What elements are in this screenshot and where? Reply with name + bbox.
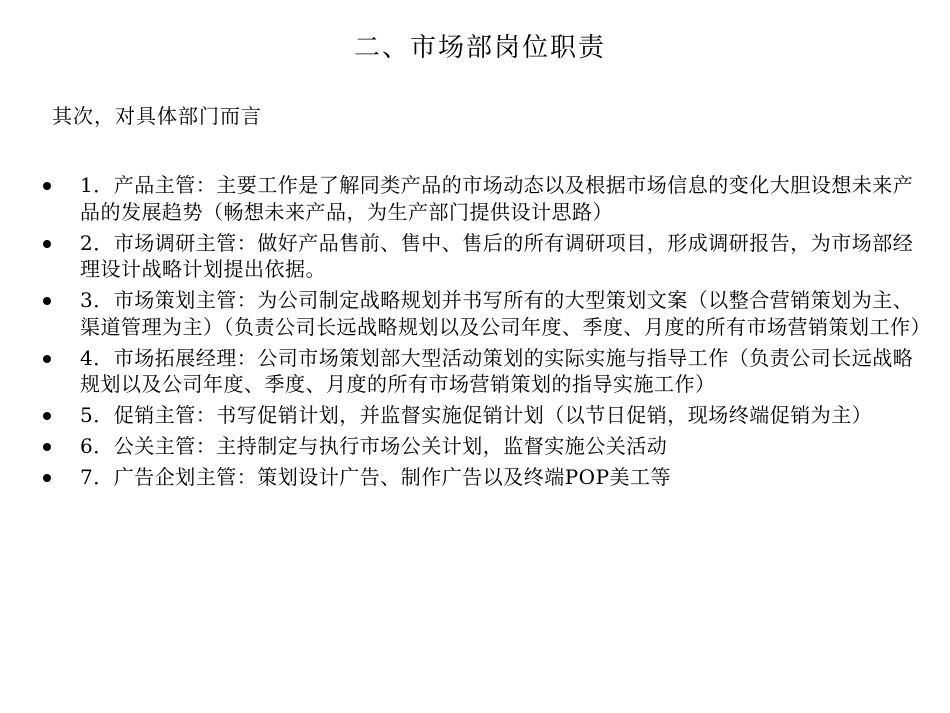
bullet-icon (43, 240, 51, 248)
list-item-text: 7．广告企划主管：策划设计广告、制作广告以及终端POP美工等 (80, 465, 672, 489)
list-item (40, 345, 930, 398)
list-item (40, 464, 930, 491)
list-item-text: 1．产品主管：主要工作是了解同类产品的市场动态以及根据市场信息的变化大胆设想未来产品的发展趋势（畅想未来产品，为生产部门提供设计思路） (80, 173, 914, 224)
list-item (40, 230, 930, 283)
bullet-icon (43, 182, 51, 190)
list-item-text: 2．市场调研主管：做好产品售前、售中、售后的所有调研项目，形成调研报告，为市场部经理设计战略计划提出依据。 (80, 230, 914, 281)
slide-title: 二、市场部岗位职责 (353, 33, 606, 63)
slide-subtitle: 其次，对具体部门而言 (52, 104, 262, 128)
bullet-icon (43, 443, 51, 451)
bullet-icon (43, 474, 51, 482)
bullet-icon (43, 297, 51, 305)
list-item-text: 3．市场策划主管：为公司制定战略规划并书写所有的大型策划文案（以整合营销策划为主、渠道管理为主）（负责公司长远战略规划以及公司年度、季度、月度的所有市场营销策划工作） (80, 288, 931, 339)
bullet-icon (43, 355, 51, 363)
bullet-icon (43, 412, 51, 420)
list-item (40, 172, 930, 225)
list-item (40, 287, 930, 340)
list-item (40, 433, 930, 460)
list-item-text: 4．市场拓展经理：公司市场策划部大型活动策划的实际实施与指导工作（负责公司长远战略规划以及公司年度、季度、月度的所有市场营销策划的指导实施工作） (80, 345, 914, 396)
list-item-text: 6．公关主管：主持制定与执行市场公关计划，监督实施公关活动 (80, 434, 668, 458)
list-item-text: 5．促销主管：书写促销计划，并监督实施促销计划（以节日促销，现场终端促销为主） (80, 403, 873, 427)
list-item (40, 402, 930, 429)
responsibility-list (40, 172, 930, 495)
